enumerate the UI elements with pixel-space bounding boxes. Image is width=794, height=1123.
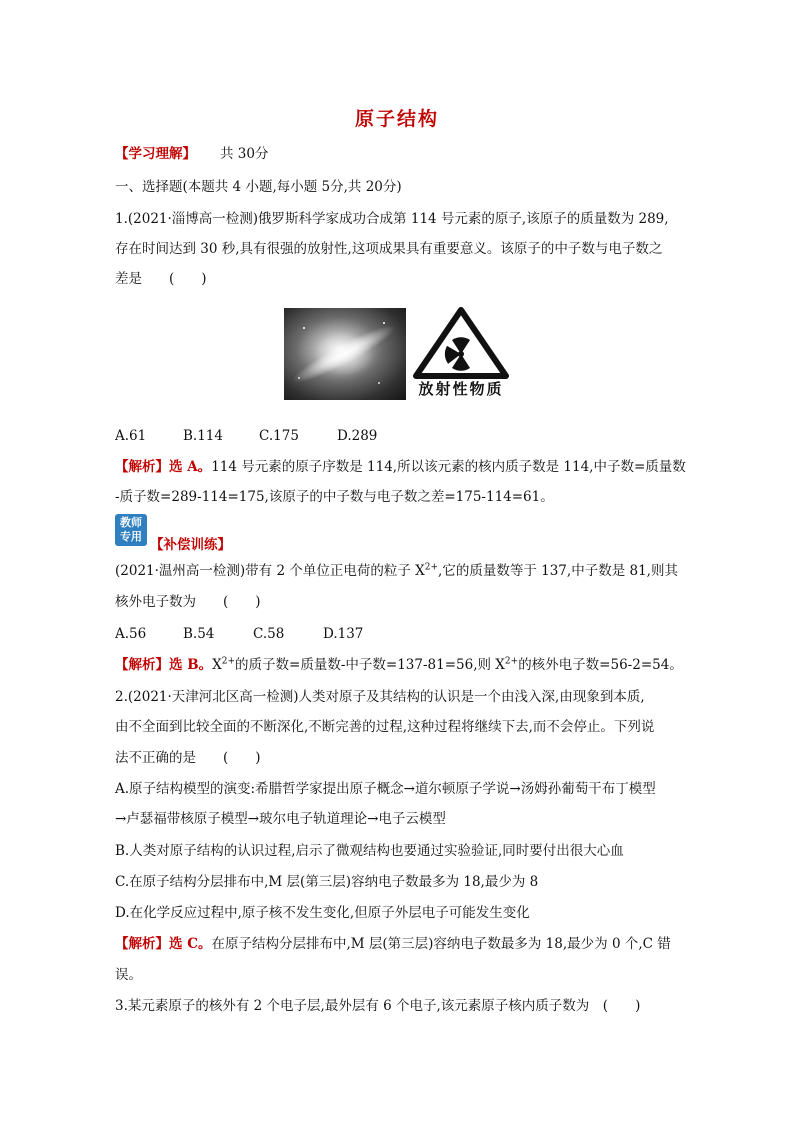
part1-heading: 一、选择题(本题共 4 小题,每小题 5分,共 20分): [115, 179, 402, 195]
supp-analysis-sup1: 2+: [221, 656, 236, 667]
supplement-tag: [150, 536, 231, 554]
q2-option-d: D.在化学反应过程中,原子核不发生变化,但原子外层电子可能发生变化: [115, 905, 530, 921]
section-tag: 【学习理解】: [115, 146, 196, 162]
supplement-tag-text: 【补偿训练】: [150, 537, 231, 553]
supp-line2: 核外电子数为 ( ): [115, 594, 261, 610]
analysis-choice: 选 A。: [169, 459, 212, 475]
supp-choice-d: D.137: [323, 626, 364, 642]
q2-option-a-2: →卢瑟福带核原子模型→玻尔电子轨道理论→电子云模型: [115, 811, 446, 827]
q1-line2: 存在时间达到 30 秒,具有很强的放射性,这项成果具有重要意义。该原子的中子数与电子数之: [115, 241, 663, 257]
q1-analysis-line2: -质子数=289-114=175,该原子的中子数与电子数之差=175-114=61。: [115, 489, 554, 505]
supp-analysis-c: 的核外电子数=56-2=54。: [518, 657, 683, 673]
supp-choices: [115, 625, 363, 643]
q2-option-c: C.在原子结构分层排布中,M 层(第三层)容纳电子数最多为 18,最少为 8: [115, 874, 539, 890]
supp-analysis-a: X: [212, 657, 222, 673]
supp-analysis: [115, 656, 683, 674]
radiation-warning-sign: [410, 306, 512, 400]
analysis-text: 114 号元素的原子序数是 114,所以该元素的核内质子数是 114,中子数=质量数: [211, 459, 686, 475]
teacher-only-badge: [115, 514, 147, 546]
supp-choice-c: C.58: [253, 626, 285, 642]
q1-line1: 1.(2021·淄博高一检测)俄罗斯科学家成功合成第 114 号元素的原子,该原子的质量数为 289,: [115, 211, 669, 227]
q1-analysis-line1: [115, 458, 686, 476]
radiation-caption: 放射性物质: [418, 380, 504, 398]
supp-choice-a: A.56: [115, 626, 147, 642]
q2-line1: 2.(2021·天津河北区高一检测)人类对原子及其结构的认识是一个由浅入深,由现象到本质,: [115, 689, 645, 705]
analysis-text: 在原子结构分层排布中,M 层(第三层)容纳电子数最多为 18,最少为 0 个,C 错: [211, 936, 671, 952]
supp-line1-sup: 2+: [424, 562, 439, 573]
analysis-choice: 选 B。: [169, 657, 213, 673]
q2-option-a-1: A.原子结构模型的演变:希腊哲学家提出原子概念→道尔顿原子学说→汤姆孙葡萄干布丁模型: [115, 781, 656, 797]
nebula-image: [284, 308, 406, 400]
page-title: 原子结构: [354, 108, 439, 130]
q2-option-b: B.人类对原子结构的认识过程,启示了微观结构也要通过实验验证,同时要付出很大心血: [115, 843, 624, 859]
supp-choice-b: B.54: [183, 626, 215, 642]
q1-choice-a: A.61: [115, 428, 147, 444]
q2-analysis-line1: [115, 935, 671, 953]
q1-choice-c: C.175: [259, 428, 299, 444]
q1-choice-b: B.114: [183, 428, 223, 444]
q3-line1: 3.某元素原子的核外有 2 个电子层,最外层有 6 个电子,该元素原子核内质子数为 ( ): [115, 998, 641, 1014]
analysis-tag: 【解析】: [115, 936, 169, 952]
q2-analysis-line2: 误。: [115, 967, 142, 983]
q2-line3: 法不正确的是 ( ): [115, 750, 261, 766]
analysis-tag: 【解析】: [115, 657, 169, 673]
section-score: 共 30分: [220, 146, 269, 162]
analysis-choice: 选 C。: [169, 936, 212, 952]
badge-line2: 专用: [120, 530, 142, 543]
badge-line1: 教师: [120, 516, 142, 529]
supp-line1-a: (2021·温州高一检测)带有 2 个单位正电荷的粒子 X: [115, 563, 425, 579]
supp-line1: [115, 562, 678, 580]
q2-line2: 由不全面到比较全面的不断深化,不断完善的过程,这种过程将继续下去,而不会停止。下列说: [115, 719, 655, 735]
supp-analysis-sup2: 2+: [504, 656, 519, 667]
analysis-tag: 【解析】: [115, 459, 169, 475]
q1-line3: 差是 ( ): [115, 271, 207, 287]
section-header: [115, 145, 268, 163]
supp-line1-b: ,它的质量数等于 137,中子数是 81,则其: [438, 563, 678, 579]
q1-choice-d: D.289: [337, 428, 378, 444]
q1-choices: [115, 427, 377, 445]
supp-analysis-b: 的质子数=质量数-中子数=137-81=56,则 X: [235, 657, 505, 673]
